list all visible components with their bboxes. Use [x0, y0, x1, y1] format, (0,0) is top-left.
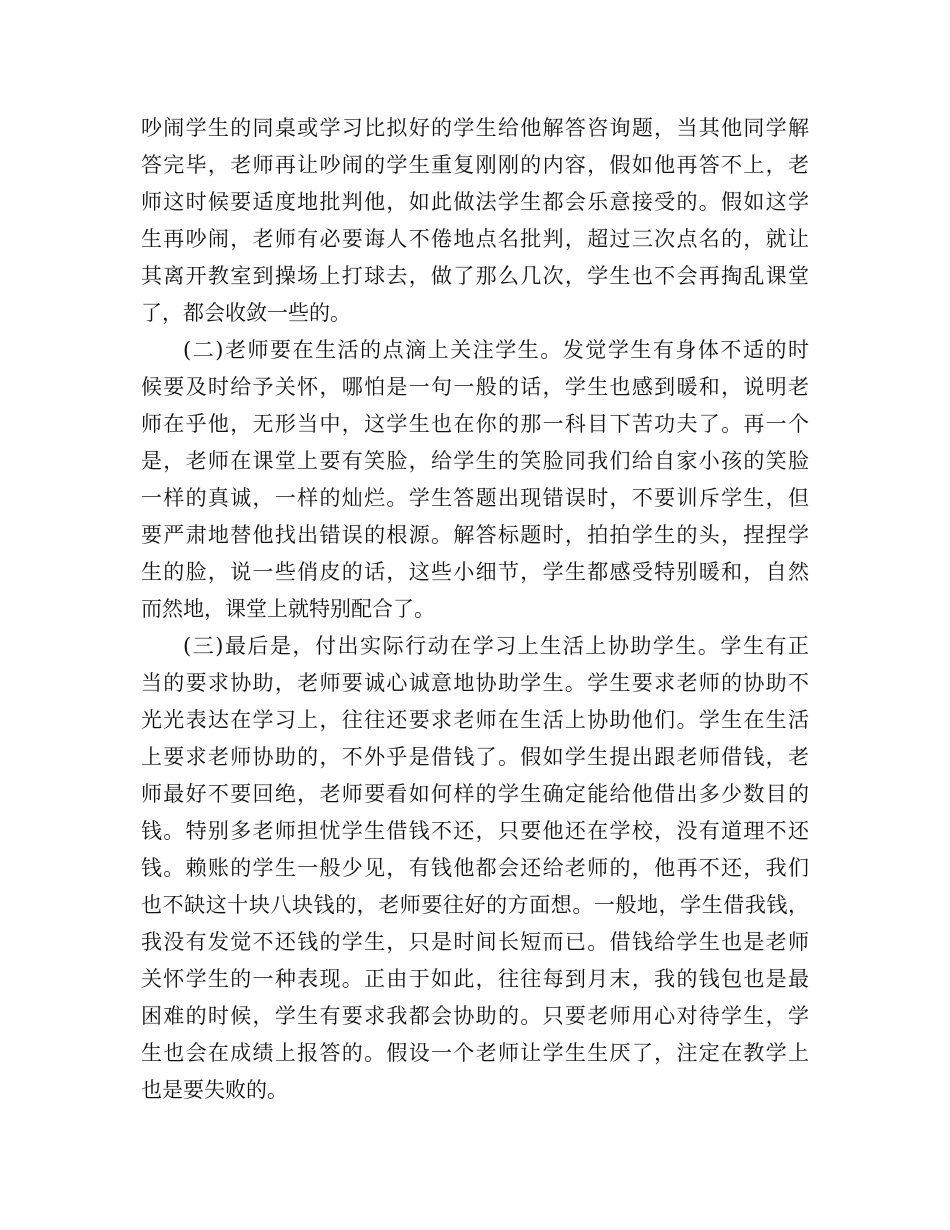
text-line: 候要及时给予关怀，哪怕是一句一般的话，学生也感到暖和，说明老 [141, 375, 809, 399]
text-line: 生的脸，说一些俏皮的话，这些小细节，学生都感受特别暖和，自然 [141, 560, 809, 584]
text-line: 师最好不要回绝，老师要看如何样的学生确定能给他借出多少数目的 [141, 782, 809, 806]
text-line: 上要求老师协助的，不外乎是借钱了。假如学生提出跟老师借钱，老 [141, 745, 809, 769]
text-line: 而然地，课堂上就特别配合了。 [141, 597, 435, 621]
text-line: (三)最后是，付出实际行动在学习上生活上协助学生。学生有正 [183, 634, 809, 658]
text-line: 也是要失败的。 [141, 1078, 288, 1102]
text-line: 困难的时候，学生有要求我都会协助的。只要老师用心对待学生，学 [141, 1004, 809, 1028]
text-line: 生也会在成绩上报答的。假设一个老师让学生生厌了，注定在教学上 [141, 1041, 809, 1065]
text-line: 我没有发觉不还钱的学生，只是时间长短而已。借钱给学生也是老师 [141, 930, 809, 954]
text-line: 答完毕，老师再让吵闹的学生重复刚刚的内容，假如他再答不上，老 [141, 153, 809, 177]
text-line: 师在乎他，无形当中，这学生也在你的那一科目下苦功夫了。再一个 [141, 412, 809, 436]
text-line: 光光表达在学习上，往往还要求老师在生活上协助他们。学生在生活 [141, 708, 809, 732]
text-line: 是，老师在课堂上要有笑脸，给学生的笑脸同我们给自家小孩的笑脸 [141, 449, 809, 473]
text-line: 关怀学生的一种表现。正由于如此，往往每到月末，我的钱包也是最 [141, 967, 809, 991]
text-line: 吵闹学生的同桌或学习比拟好的学生给他解答咨询题，当其他同学解 [141, 116, 809, 140]
text-line: 当的要求协助，老师要诚心诚意地协助学生。学生要求老师的协助不 [141, 671, 809, 695]
text-line: 钱。赖账的学生一般少见，有钱他都会还给老师的，他再不还，我们 [141, 856, 809, 880]
text-line: 其离开教室到操场上打球去，做了那么几次，学生也不会再掏乱课堂 [141, 264, 809, 288]
text-line: 也不缺这十块八块钱的，老师要往好的方面想。一般地，学生借我钱， [141, 893, 809, 917]
text-line: 了，都会收敛一些的。 [141, 301, 351, 325]
text-line: 师这时候要适度地批判他，如此做法学生都会乐意接受的。假如这学 [141, 190, 809, 214]
text-line: 要严肃地替他找出错误的根源。解答标题时，拍拍学生的头，捏捏学 [141, 523, 809, 547]
text-line: (二)老师要在生活的点滴上关注学生。发觉学生有身体不适的时 [183, 338, 809, 362]
text-line: 钱。特别多老师担忧学生借钱不还，只要他还在学校，没有道理不还 [141, 819, 809, 843]
text-line: 一样的真诚，一样的灿烂。学生答题出现错误时，不要训斥学生，但 [141, 486, 809, 510]
text-line: 生再吵闹，老师有必要诲人不倦地点名批判，超过三次点名的，就让 [141, 227, 809, 251]
